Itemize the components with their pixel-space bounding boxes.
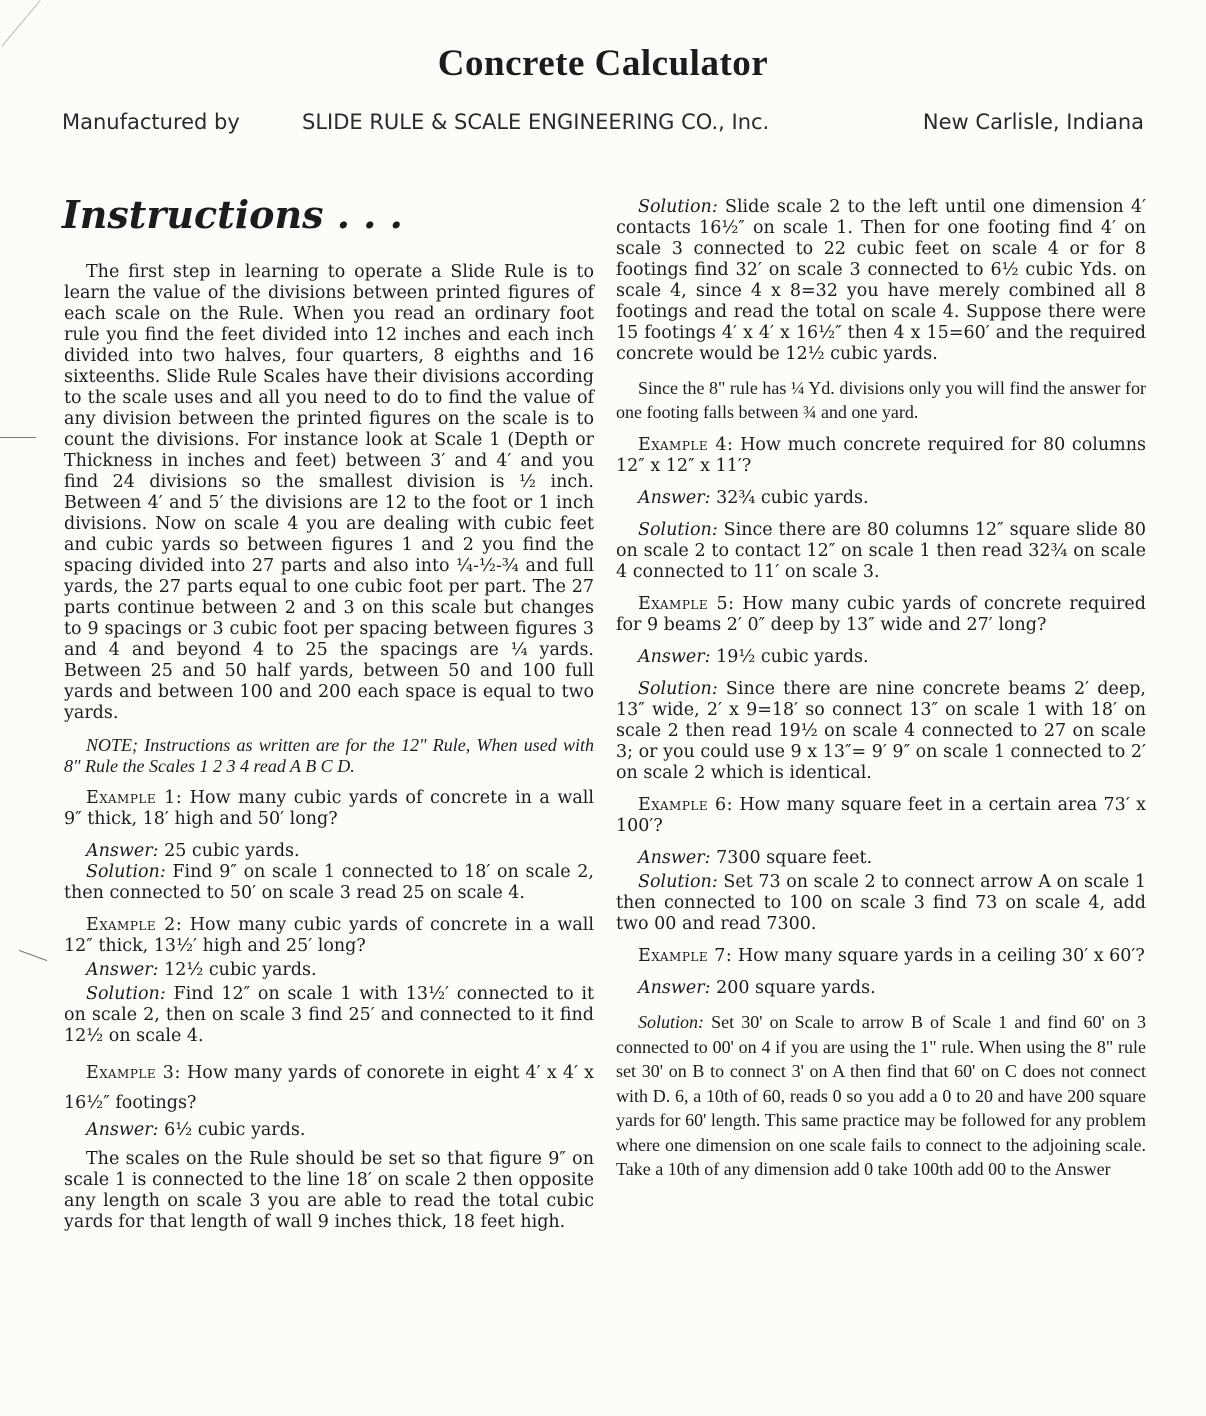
example-1-question: [64, 788, 594, 830]
company-name: SLIDE RULE & SCALE ENGINEERING CO., Inc.: [302, 110, 770, 134]
example-label: Example 7:: [638, 946, 733, 966]
question-text: How many square feet in a certain area 73′ x 100′?: [616, 795, 1146, 836]
example-3-solution: [616, 197, 1146, 365]
question-text: How much concrete required for 80 columns 12″ x 12″ x 11′?: [616, 435, 1146, 476]
answer-label: Answer:: [638, 978, 711, 998]
solution-text: Since there are 80 columns 12″ square slide 80 on scale 2 to contact 12″ on scale 1 then read 32¾ on scale 4 connected to 11′ on scale 3.: [616, 520, 1146, 582]
solution-label: Solution:: [638, 520, 718, 540]
intro-paragraph: The first step in learning to operate a Slide Rule is to learn the value of the divisions between printed figures of each scale on the Rule. When you read an ordinary foot rule you find the feet divided into 12 inches and each inch divided into two halves, four quarters, 8 eighths and 16 sixteenths. Slide Rule Scales have their divisions according to the scale uses and all you need to do to find the value of any division between the printed figures on the scale is to count the divisions. For instance look at Scale 1 (Depth or Thickness in inches and feet) between 3′ and 4′ and you find 24 divisions so the smallest division is ½ inch. Between 4′ and 5′ the divisions are 12 to the foot or 1 inch divisions. Now on scale 4 you are dealing with cubic feet and cubic yards so between figures 1 and 2 you find the spacing divided into 27 parts and also into ¼-½-¾ and full yards, the 27 parts equal to one cubic foot per part. The 27 parts continue between 2 and 3 on this scale but changes to 9 spacings or 3 cubic foot per spacing between figures 3 and 4 and beyond 4 to 25 the spacings are ¼ yards. Between 25 and 50 half yards, between 50 and 100 full yards and between 100 and 200 each space is equal to two yards.: [64, 262, 594, 723]
right-column: [616, 197, 1146, 1193]
scan-artifact-mark: [0, 437, 36, 438]
example-7-question: [616, 946, 1146, 967]
answer-label: Answer:: [86, 960, 159, 980]
solution-label: Solution:: [86, 862, 166, 882]
example-5-answer: [616, 647, 1146, 668]
left-column: [64, 262, 594, 1244]
example-7-solution: [616, 1010, 1146, 1182]
example-5-solution: [616, 679, 1146, 784]
answer-label: Answer:: [86, 1120, 159, 1140]
example-4-answer: [616, 488, 1146, 509]
example-2-question: [64, 915, 594, 957]
answer-text: 25 cubic yards.: [164, 841, 300, 861]
instructions-heading: Instructions . . .: [62, 192, 403, 237]
company-location: New Carlisle, Indiana: [922, 110, 1144, 134]
answer-text: 19½ cubic yards.: [716, 647, 869, 667]
example-3-answer: [64, 1120, 594, 1141]
example-label: Example 4:: [638, 435, 734, 455]
answer-label: Answer:: [638, 488, 711, 508]
solution-text: Find 9″ on scale 1 connected to 18′ on scale 2, then connected to 50′ on scale 3 read 25 on scale 4.: [64, 862, 594, 903]
example-4-solution: [616, 520, 1146, 583]
example-2-answer: [64, 960, 594, 981]
example-label: Example 3:: [86, 1063, 181, 1083]
example-1-solution: [64, 862, 594, 904]
solution-label: Solution:: [638, 872, 718, 892]
manufacturer-label: Manufactured by: [62, 110, 240, 134]
example-3-note: Since the 8" rule has ¼ Yd. divisions only you will find the answer for one footing falls between ¾ and one yard.: [616, 378, 1146, 422]
solution-label: Solution:: [638, 679, 718, 699]
note-paragraph: NOTE; Instructions as written are for the 12" Rule, When used with 8" Rule the Scales 1 2 3 4 read A B C D.: [64, 735, 594, 776]
question-text: How many yards of conorete in eight 4′ x 4′ x 16½″ footings?: [64, 1063, 594, 1113]
answer-text: 32¾ cubic yards.: [716, 488, 869, 508]
question-text: How many square yards in a ceiling 30′ x 60′?: [737, 946, 1145, 966]
solution-text: Find 12″ on scale 1 with 13½′ connected to it on scale 2, then on scale 3 find 25′ and connected to it find 12½ on scale 4.: [64, 984, 594, 1046]
solution-text: Set 30' on Scale to arrow B of Scale 1 and find 60' on 3 connected to 00' on 4 if you are using the 1" rule. When using the 8" rule set 30' on B to connect 3' on A then find that 60' on C does not connect with D. 6, a 10th of 60, reads 0 so you add a 0 to 20 and have 200 square yards for 60' length. This same practice may be followed for any problem where one dimension on one scale fails to connect to the adjoining scale. Take a 10th of any dimension add 0 take 100th add 00 to the Answer: [616, 1012, 1146, 1179]
page-title: Concrete Calculator: [437, 43, 769, 84]
example-4-question: [616, 435, 1146, 477]
example-5-question: [616, 594, 1146, 636]
scan-artifact-mark: [19, 950, 48, 961]
question-text: How many cubic yards of concrete in a wall 9″ thick, 18′ high and 50′ long?: [64, 788, 594, 829]
question-text: How many cubic yards of concrete required for 9 beams 2′ 0″ deep by 13″ wide and 27′ long?: [616, 594, 1146, 635]
answer-text: 7300 square feet.: [716, 848, 873, 868]
answer-label: Answer:: [86, 841, 159, 861]
example-7-answer: [616, 978, 1146, 999]
answer-text: 200 square yards.: [716, 978, 876, 998]
example-3-question: [64, 1058, 594, 1118]
example-2-solution: [64, 984, 594, 1047]
answer-label: Answer:: [638, 647, 711, 667]
solution-text: Since there are nine concrete beams 2′ deep, 13″ wide, 2′ x 9=18′ so connect 13″ on scale 1 with 18′ on scale 2 then read 19½ on scale 4 connected to 27 on scale 3; or you could use 9 x 13″= 9′ 9″ on scale 1 connected to 2′ on scale 2 which is identical.: [616, 679, 1146, 783]
solution-label: Solution:: [638, 1012, 704, 1032]
answer-text: 12½ cubic yards.: [164, 960, 317, 980]
solution-label: Solution:: [86, 984, 166, 1004]
question-text: How many cubic yards of concrete in a wall 12″ thick, 13½′ high and 25′ long?: [64, 915, 594, 956]
example-1-answer: [64, 841, 594, 862]
example-label: Example 1:: [86, 788, 183, 808]
solution-text: Slide scale 2 to the left until one dimension 4′ contacts 16½″ on scale 1. Then for one footing find 4′ on scale 3 connected to 22 cubic feet on scale 4 or for 8 footings find 32′ on scale 3 connected to 6½ cubic Yds. on scale 4, since 4 x 8=32 you have merely combined all 8 footings and read the total on scale 4. Suppose there were 15 footings 4′ x 4′ x 16½″ then 4 x 15=60′ and the required concrete would be 12½ cubic yards.: [616, 197, 1146, 364]
example-6-question: [616, 795, 1146, 837]
example-6-solution: [616, 872, 1146, 935]
answer-label: Answer:: [638, 848, 711, 868]
solution-text: Set 73 on scale 2 to connect arrow A on scale 1 then connected to 100 on scale 3 find 73 on scale 4, add two 00 and read 7300.: [616, 872, 1146, 934]
example-label: Example 5:: [638, 594, 735, 614]
example-3-explanation: The scales on the Rule should be set so that figure 9″ on scale 1 is connected to the line 18′ on scale 2 then opposite any length on scale 3 you are able to read the total cubic yards for that length of wall 9 inches thick, 18 feet high.: [64, 1149, 594, 1232]
answer-text: 6½ cubic yards.: [164, 1120, 306, 1140]
example-label: Example 2:: [86, 915, 183, 935]
scan-artifact-line: [1, 0, 40, 47]
example-6-answer: [616, 848, 1146, 869]
example-label: Example 6:: [638, 795, 734, 815]
solution-label: Solution:: [638, 197, 718, 217]
